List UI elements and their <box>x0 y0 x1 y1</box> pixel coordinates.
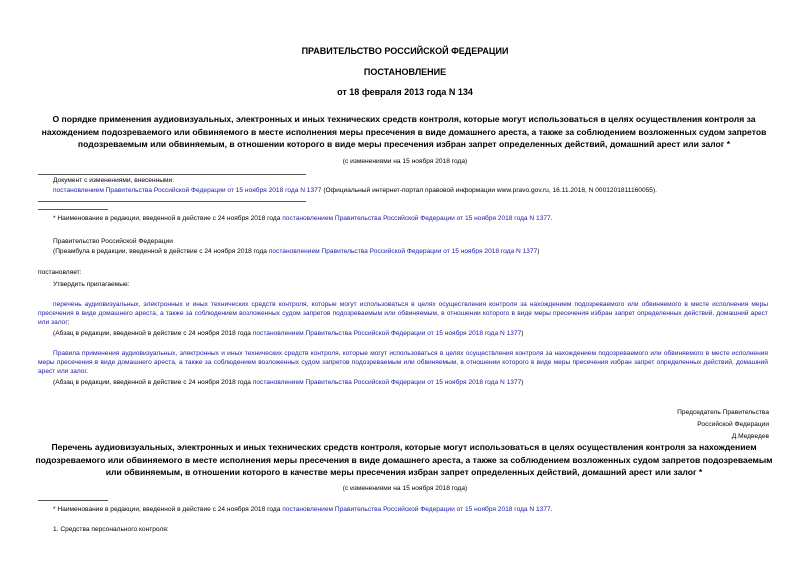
changes-note: (с изменениями на 15 ноября 2018 года) <box>342 158 468 165</box>
item1-note <box>53 329 524 338</box>
date-number: от 18 февраля 2013 года N 134 <box>337 87 473 97</box>
signature-block <box>677 408 769 441</box>
section-heading: 1. Средства персонального контроля: <box>53 526 169 533</box>
document-title: О порядке применения аудиовизуальных, электронных и иных технических средств контроля, которые могут использоваться в целях осуществления контроля за нахождением подозреваемого или обвиняемого в месте исполнения меры пресечения в виде домашнего ареста, а также за соблюдением возложенных судом запретов подозреваемым или обвиняемым, в отношении которого в виде меры пресечения избран запрет определенных действий, домашний арест или залог * <box>41 114 767 150</box>
item2-end: . <box>86 368 88 375</box>
item1-note-text: (Абзац в редакции, введенной в действие с 24 ноября 2018 года <box>53 330 253 337</box>
preamble-note-text: (Преамбула в редакции, введенной в действие с 24 ноября 2018 года <box>53 248 269 255</box>
list-title: Перечень аудиовизуальных, электронных и иных технических средств контроля, которые могут использоваться в целях осуществления контроля за нахождением подозреваемого или обвиняемого в месте исполнения меры пресечения в виде домашнего ареста, а также за соблюдением возложенных судом запретов подозреваемым или обвиняемым, в отношении которого в качестве меры пресечения избран запрет определенных действий, домашний арест или залог * <box>35 442 773 478</box>
footnote-end: . <box>550 215 553 222</box>
amendment-link[interactable]: постановлением Правительства Российской Федерации от 15 ноября 2018 года N 1377 <box>53 187 322 194</box>
preamble-note-end: ) <box>537 248 540 255</box>
footnote-2 <box>53 505 553 514</box>
item2-note-text: (Абзац в редакции, введенной в действие с 24 ноября 2018 года <box>53 379 253 386</box>
footnote2-link[interactable]: постановлением Правительства Российской Федерации от 15 ноября 2018 года N 1377 <box>282 506 551 513</box>
divider <box>38 174 306 175</box>
item1-end: ; <box>67 319 70 326</box>
item2-link[interactable]: Правила применения аудиовизуальных, электронных и иных технических средств контроля, которые могут использоваться в целях осуществления контроля за нахождением подозреваемого или обвиняемого в месте исполнения меры пресечения в виде домашнего ареста, а также за соблюдением возложенных судом запретов подозреваемым или обвиняемым, в отношении которого в виде меры пресечения избран запрет определенных действий, домашний арест или залог <box>38 350 768 375</box>
list-item-2 <box>38 349 768 376</box>
preamble-text: Правительство Российской Федерации <box>53 238 173 245</box>
item1-link[interactable]: перечень аудиовизуальных, электронных и иных технических средств контроля, которые могут использоваться в целях осуществления контроля за нахождением подозреваемого или обвиняемого в месте исполнения меры пресечения в виде домашнего ареста, а также за соблюдением возложенных судом запретов подозреваемым или обвиняемым, в отношении которого в виде меры пресечения избран запрет определенных действий, домашний арест или залог <box>38 301 768 326</box>
footnote-link[interactable]: постановлением Правительства Российской Федерации от 15 ноября 2018 года N 1377 <box>282 215 551 222</box>
amendments-label: Документ с изменениями, внесенными: <box>53 177 175 184</box>
list-changes-note: (с изменениями на 15 ноября 2018 года) <box>342 485 468 492</box>
amendment-source: (Официальный интернет-портал правовой информации www.pravo.gov.ru, 16.11.2018, N 0001201811160055). <box>323 187 657 194</box>
list-item-1 <box>38 300 768 327</box>
footnote2-text: * Наименование в редакции, введенной в действие с 24 ноября 2018 года <box>53 506 283 513</box>
item1-note-end: ) <box>521 330 524 337</box>
footnote2-end: . <box>550 506 553 513</box>
footnote-divider <box>38 209 108 210</box>
preamble-link[interactable]: постановлением Правительства Российской Федерации от 15 ноября 2018 года N 1377 <box>268 248 538 255</box>
doc-type-heading: ПОСТАНОВЛЕНИЕ <box>363 67 447 77</box>
footnote-1 <box>53 214 553 223</box>
decides-text: постановляет: <box>38 269 82 276</box>
item2-note-end: ) <box>521 379 524 386</box>
amendments-line <box>53 186 793 195</box>
footnote-divider <box>38 500 108 501</box>
item1-note-link[interactable]: постановлением Правительства Российской Федерации от 15 ноября 2018 года N 1377 <box>252 330 522 337</box>
approve-text: Утвердить прилагаемые: <box>53 281 130 288</box>
signature-org: Российской Федерации <box>697 421 769 428</box>
signature-name: Д.Медведев <box>731 433 769 440</box>
signature-position: Председатель Правительства <box>677 409 769 416</box>
item2-note-link[interactable]: постановлением Правительства Российской Федерации от 15 ноября 2018 года N 1377 <box>252 379 522 386</box>
footnote-text: * Наименование в редакции, введенной в действие с 24 ноября 2018 года <box>53 215 283 222</box>
divider <box>38 201 306 202</box>
government-heading: ПРАВИТЕЛЬСТВО РОССИЙСКОЙ ФЕДЕРАЦИИ <box>301 46 509 56</box>
preamble-note <box>53 247 540 256</box>
item2-note <box>53 378 524 387</box>
